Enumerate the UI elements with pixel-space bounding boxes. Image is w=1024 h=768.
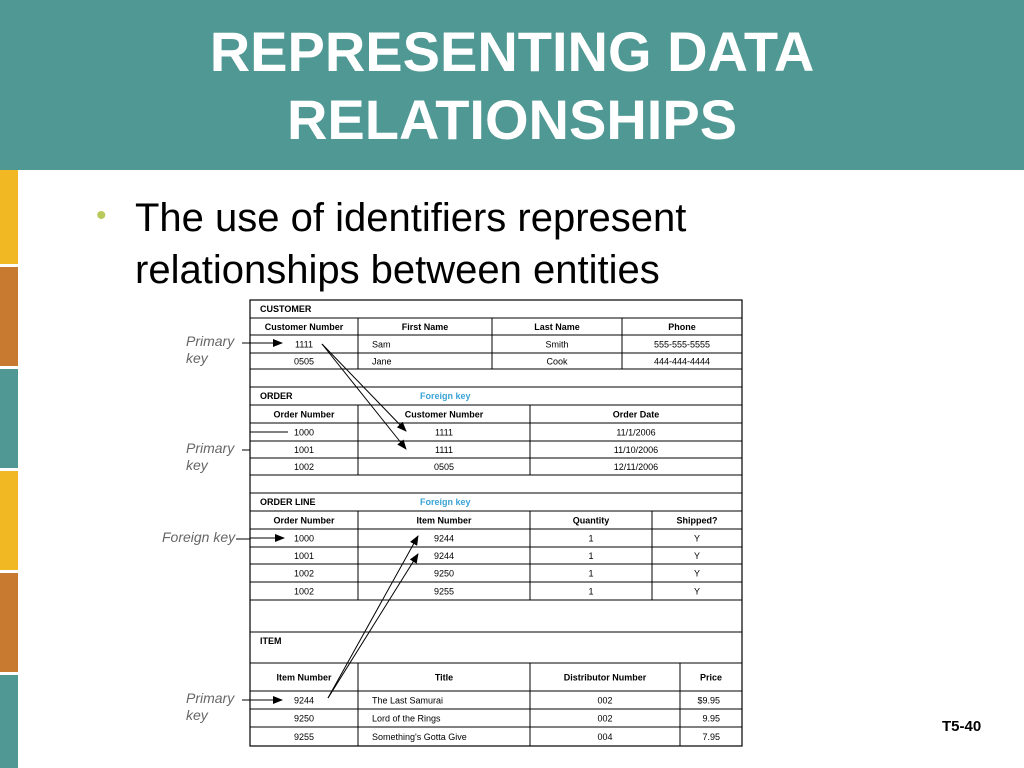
bullet-text-line-2: relationships between entities — [135, 248, 660, 292]
table-header-cell: Order Number — [273, 409, 335, 420]
table-cell: 9244 — [433, 551, 455, 561]
table-cell: The Last Samurai — [372, 695, 444, 706]
primary-key-label: key — [186, 350, 208, 366]
table-header-cell: First Name — [401, 322, 449, 332]
table-header-cell: Customer Number — [404, 409, 484, 420]
table-cell: 11/10/2006 — [613, 445, 659, 455]
table-header-cell: Last Name — [534, 322, 580, 332]
table-cell: 1001 — [293, 445, 315, 455]
table-cell: 1 — [588, 568, 594, 579]
order-table-name: ORDER — [260, 391, 293, 401]
table-cell: 1 — [588, 586, 594, 597]
table-cell: 555-555-5555 — [653, 339, 711, 350]
table-cell: Y — [693, 533, 701, 544]
bullet-icon: • — [96, 199, 107, 232]
table-cell: 1002 — [293, 586, 315, 597]
side-strip-segment — [0, 675, 18, 768]
foreign-key-label: Foreign key — [162, 529, 236, 545]
table-header-cell: Item Number — [276, 672, 332, 683]
customer-table-name: CUSTOMER — [260, 304, 312, 314]
side-strip-segment — [0, 170, 18, 267]
table-cell: 12/11/2006 — [613, 462, 659, 472]
table-cell: 002 — [597, 695, 613, 706]
table-header-cell: Shipped? — [676, 515, 718, 526]
table-cell: Y — [693, 568, 701, 579]
relationship-diagram — [150, 298, 750, 748]
foreign-key-caption: Foreign key — [420, 497, 471, 507]
slide-number: T5-40 — [942, 718, 982, 735]
table-cell: 444-444-4444 — [653, 356, 711, 367]
table-header-cell: Quantity — [572, 515, 610, 526]
order-line-table-name: ORDER LINE — [260, 497, 316, 507]
table-cell: 1 — [588, 551, 594, 561]
table-cell: 1002 — [293, 568, 315, 579]
table-cell: 9244 — [293, 695, 315, 706]
side-color-strip — [0, 170, 18, 768]
foreign-key-pointer — [236, 538, 284, 539]
item-table-name: ITEM — [260, 636, 282, 646]
table-cell: 1000 — [293, 533, 315, 544]
relationship-arrow — [322, 344, 406, 449]
table-cell: Sam — [372, 339, 391, 350]
foreign-key-caption: Foreign key — [420, 391, 471, 401]
table-cell: 9250 — [433, 568, 455, 579]
table-cell: Something's Gotta Give — [372, 732, 467, 742]
primary-key-label: key — [186, 707, 208, 723]
table-header-cell: Order Date — [612, 409, 660, 420]
table-cell: 1002 — [293, 462, 315, 472]
table-cell: 1111 — [434, 427, 454, 438]
table-cell: 1000 — [293, 427, 315, 438]
bullet-text — [135, 192, 835, 296]
table-cell: Cook — [546, 356, 568, 367]
slide-title — [0, 18, 1024, 154]
side-strip-segment — [0, 267, 18, 369]
table-header-cell: Distributor Number — [563, 672, 647, 683]
table-header-cell: Title — [434, 672, 454, 683]
table-cell: 1111 — [294, 339, 314, 350]
table-cell: 002 — [597, 713, 613, 724]
primary-key-label: key — [186, 457, 208, 473]
side-strip-segment — [0, 573, 18, 675]
table-cell: Y — [693, 551, 701, 561]
table-cell: 9244 — [433, 533, 455, 544]
table-cell: Smith — [545, 339, 569, 350]
table-cell: Lord of the Rings — [372, 713, 441, 724]
bullet-text-line-1: The use of identifiers represent — [135, 196, 687, 240]
primary-key-label: Primary — [186, 333, 235, 349]
slide-title-line-1: REPRESENTING DATA — [209, 20, 815, 83]
table-header-cell: Order Number — [273, 515, 335, 526]
table-cell: 11/1/2006 — [616, 427, 656, 438]
table-cell: 0505 — [293, 356, 315, 367]
relationship-arrow — [328, 536, 418, 698]
side-strip-segment — [0, 369, 18, 471]
table-cell: $9.95 — [697, 695, 720, 706]
table-cell: 9255 — [433, 586, 455, 597]
table-cell: 9250 — [293, 713, 315, 724]
table-cell: Jane — [372, 356, 392, 367]
table-header-cell: Price — [699, 672, 723, 683]
side-strip-segment — [0, 471, 18, 573]
relationship-arrow — [328, 554, 418, 698]
table-cell: 1 — [588, 533, 594, 544]
table-cell: 1001 — [293, 551, 315, 561]
table-cell: 1111 — [434, 445, 454, 455]
table-header-cell: Phone — [668, 322, 696, 332]
table-header-cell: Customer Number — [264, 322, 344, 332]
table-cell: Y — [693, 586, 701, 597]
table-cell: 9255 — [293, 732, 315, 742]
table-cell: 9.95 — [702, 713, 720, 724]
table-cell: 0505 — [433, 462, 455, 472]
table-cell: 004 — [597, 732, 613, 742]
primary-key-label: Primary — [186, 440, 235, 456]
slide-title-line-2: RELATIONSHIPS — [286, 88, 738, 151]
table-cell: 7.95 — [702, 732, 720, 742]
table-header-cell: Item Number — [416, 515, 472, 526]
primary-key-label: Primary — [186, 690, 235, 706]
